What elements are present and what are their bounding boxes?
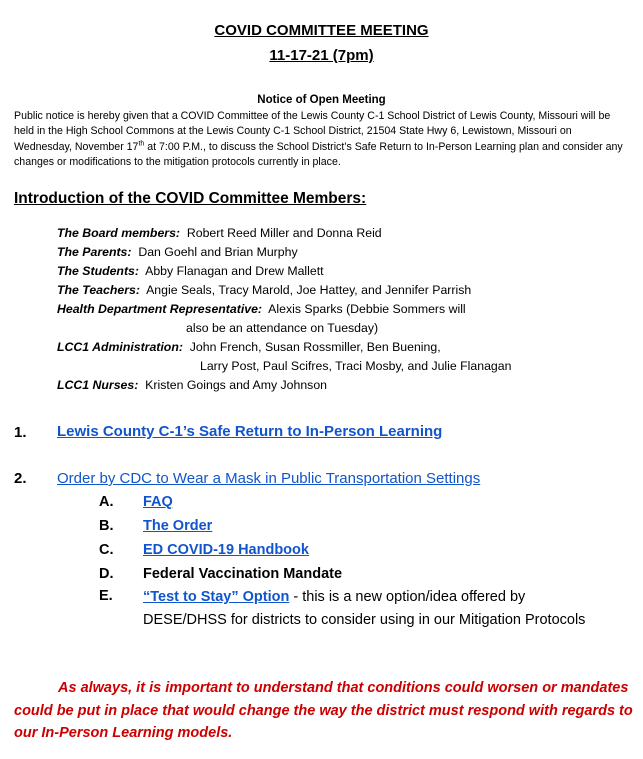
intro-heading: Introduction of the COVID Committee Members: — [14, 190, 367, 207]
faq-link[interactable]: FAQ — [143, 494, 173, 510]
warning-text: As always, it is important to understand that conditions could worsen or mandates could be put in place that would change the way the district must respond with regards to our In-Person Learning models. — [14, 680, 633, 741]
sub-item-letter: D. — [99, 566, 114, 582]
member-line-admin — [57, 340, 441, 354]
member-line-teachers — [57, 283, 471, 297]
member-line-parents — [57, 245, 298, 259]
member-role: LCC1 Nurses: — [57, 378, 139, 392]
notice-text-part1: Public notice is hereby given that a COVID Committee of the Lewis County C-1 School District of Lewis County, Missouri will be held in the High School Commons at the Lewis County C-1 School District, 21504 State Hwy 6, Lewistown, Missouri on Wednesday, November 17 — [14, 110, 611, 153]
sub-item-letter: C. — [99, 542, 114, 558]
member-line-health — [57, 302, 466, 316]
member-names: Kristen Goings and Amy Johnson — [145, 378, 327, 392]
agenda-item-number: 2. — [14, 470, 27, 487]
member-names: Angie Seals, Tracy Marold, Joe Hattey, and Jennifer Parrish — [146, 283, 472, 297]
test-to-stay-link[interactable]: “Test to Stay” Option — [143, 589, 290, 605]
member-names: Robert Reed Miller and Donna Reid — [186, 226, 382, 240]
member-line-health-cont: also be an attendance on Tuesday) — [186, 321, 379, 335]
test-to-stay-item — [143, 586, 603, 631]
sub-item-letter: A. — [99, 494, 114, 510]
notice-text-part2: at 7:00 P.M., to discuss the School District’s Safe Return to In-Person Learning plan and consider any changes or modifications to the mitigation protocols currently in place. — [14, 140, 623, 168]
the-order-link[interactable]: The Order — [143, 518, 213, 534]
ed-covid-handbook-link[interactable]: ED COVID-19 Handbook — [143, 542, 309, 558]
meeting-date: 11-17-21 (7pm) — [269, 47, 374, 64]
notice-title: Notice of Open Meeting — [257, 94, 386, 106]
member-line-students — [57, 264, 324, 278]
notice-body — [14, 109, 632, 170]
member-line-board — [57, 226, 382, 240]
safe-return-link[interactable]: Lewis County C-1’s Safe Return to In-Person Learning — [57, 423, 443, 440]
agenda-item-number: 1. — [14, 424, 27, 441]
member-names: John French, Susan Rossmiller, Ben Buening, — [189, 340, 441, 354]
member-names: Abby Flanagan and Drew Mallett — [145, 264, 324, 278]
member-names: Alexis Sparks (Debbie Sommers will — [268, 302, 466, 316]
member-role: The Parents: — [57, 245, 132, 259]
page-title: COVID COMMITTEE MEETING — [214, 22, 429, 39]
member-names: Dan Goehl and Brian Murphy — [138, 245, 298, 259]
federal-vaccination-mandate: Federal Vaccination Mandate — [143, 566, 343, 582]
member-role: The Teachers: — [57, 283, 140, 297]
test-to-stay-description: - this is a new option/idea offered by DESE/DHSS for districts to consider using in our Mitigation Protocols — [143, 589, 586, 628]
cdc-mask-order-link[interactable]: Order by CDC to Wear a Mask in Public Transportation Settings — [57, 470, 481, 487]
member-role: LCC1 Administration: — [57, 340, 183, 354]
member-role: The Students: — [57, 264, 139, 278]
warning-notice — [14, 677, 639, 745]
member-line-nurses — [57, 378, 327, 392]
sub-item-letter: B. — [99, 518, 114, 534]
notice-superscript: th — [138, 140, 145, 148]
sub-item-letter: E. — [99, 588, 113, 604]
member-line-admin-cont: Larry Post, Paul Scifres, Traci Mosby, and Julie Flanagan — [200, 359, 512, 373]
member-role: The Board members: — [57, 226, 180, 240]
member-role: Health Department Representative: — [57, 302, 263, 316]
